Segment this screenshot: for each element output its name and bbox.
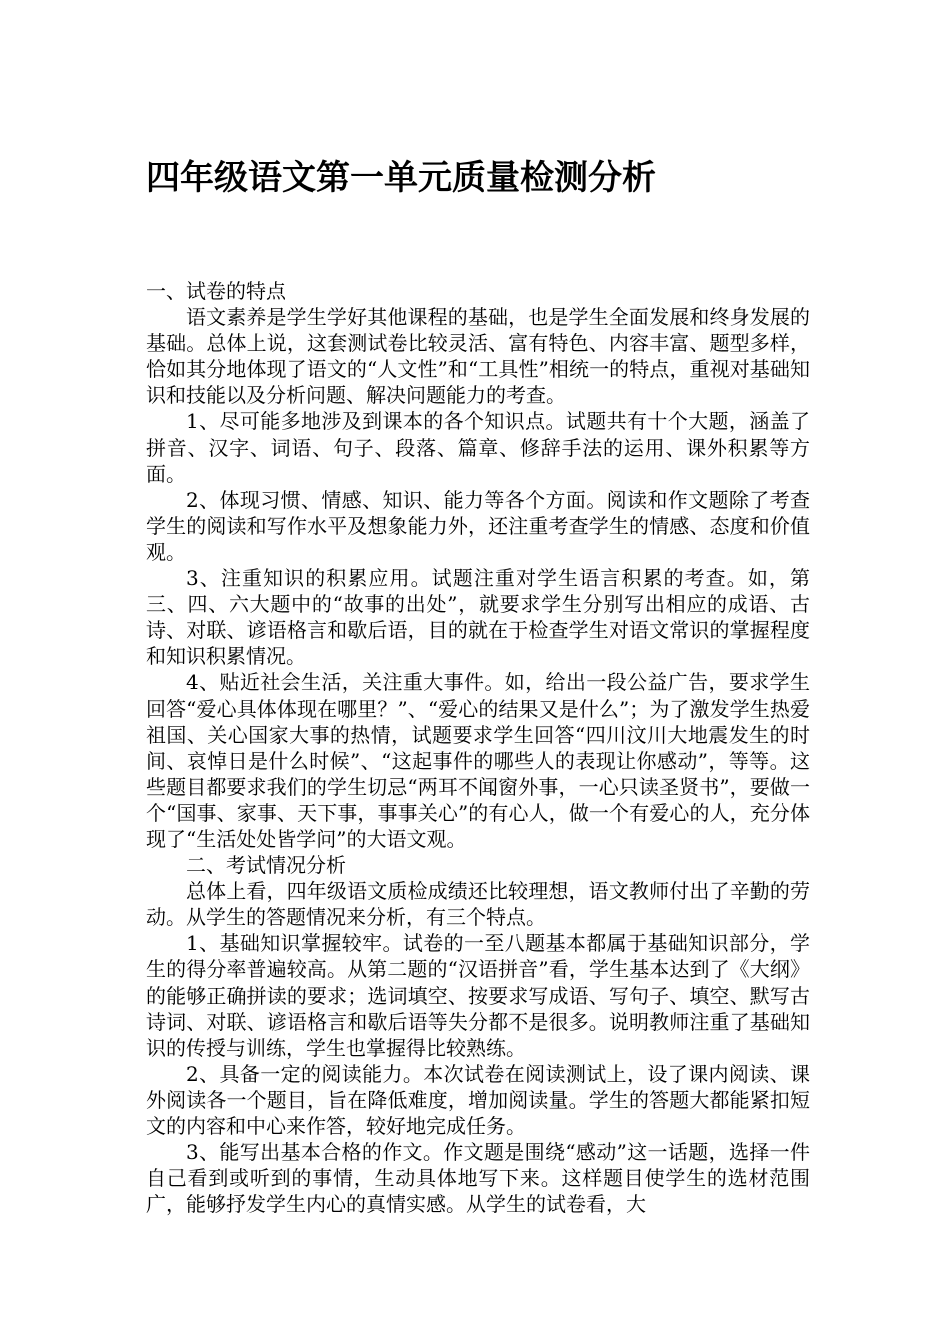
paragraph: 4、贴近社会生活，关注重大事件。如，给出一段公益广告，要求学生回答“爱心具体体现在哪里？”、“爱心的结果又是什么”；为了激发学生热爱祖国、关心国家大事的热情，试题要求学生回答“四川汶川大地震发生的时间、哀悼日是什么时候”、“这起事件的哪些人的表现让你感动”，等等。这些题目都要求我们的学生切忌“两耳不闻窗外事，一心只读圣贤书”，要做一个“国事、家事、天下事，事事关心”的有心人，做一个有爱心的人，充分体现了“生活处处皆学问”的大语文观。	[146, 670, 810, 851]
paragraph: 3、能写出基本合格的作文。作文题是围绕“感动”这一话题，选择一件自己看到或听到的事情，生动具体地写下来。这样题目使学生的选材范围广，能够抒发学生内心的真情实感。从学生的试卷看，大	[146, 1140, 810, 1217]
section-heading-1: 一、试卷的特点	[146, 279, 286, 303]
paragraph: 1、基础知识掌握较牢。试卷的一至八题基本都属于基础知识部分，学生的得分率普遍较高。从第二题的“汉语拼音”看，学生基本达到了《大纲》的能够正确拼读的要求；选词填空、按要求写成语、写句子、填空、默写古诗词、对联、谚语格言和歇后语等失分都不是很多。说明教师注重了基础知识的传授与训练，学生也掌握得比较熟练。	[146, 931, 810, 1060]
paragraph: 语文素养是学生学好其他课程的基础，也是学生全面发展和终身发展的基础。总体上说，这套测试卷比较灵活、富有特色、内容丰富、题型多样，恰如其分地体现了语文的“人文性”和“工具性”相统一的特点，重视对基础知识和技能以及分析问题、解决问题能力的考查。	[146, 305, 810, 408]
paragraph: 3、注重知识的积累应用。试题注重对学生语言积累的考查。如，第三、四、六大题中的“故事的出处”，就要求学生分别写出相应的成语、古诗、对联、谚语格言和歇后语，目的就在于检查学生对语文常识的掌握程度和知识积累情况。	[146, 566, 810, 669]
paragraph: 总体上看，四年级语文质检成绩还比较理想，语文教师付出了辛勤的劳动。从学生的答题情况来分析，有三个特点。	[146, 879, 810, 930]
section-heading-2: 二、考试情况分析	[186, 853, 346, 878]
document-title: 四年级语文第一单元质量检测分析	[146, 158, 656, 198]
document-body	[146, 278, 810, 1217]
paragraph: 2、体现习惯、情感、知识、能力等各个方面。阅读和作文题除了考查学生的阅读和写作水平及想象能力外，还注重考查学生的情感、态度和价值观。	[146, 487, 810, 564]
paragraph: 1、尽可能多地涉及到课本的各个知识点。试题共有十个大题，涵盖了拼音、汉字、词语、句子、段落、篇章、修辞手法的运用、课外积累等方面。	[146, 409, 810, 486]
paragraph: 2、具备一定的阅读能力。本次试卷在阅读测试上，设了课内阅读、课外阅读各一个题目，旨在降低难度，增加阅读量。学生的答题大都能紧扣短文的内容和中心来作答，较好地完成任务。	[146, 1061, 810, 1138]
